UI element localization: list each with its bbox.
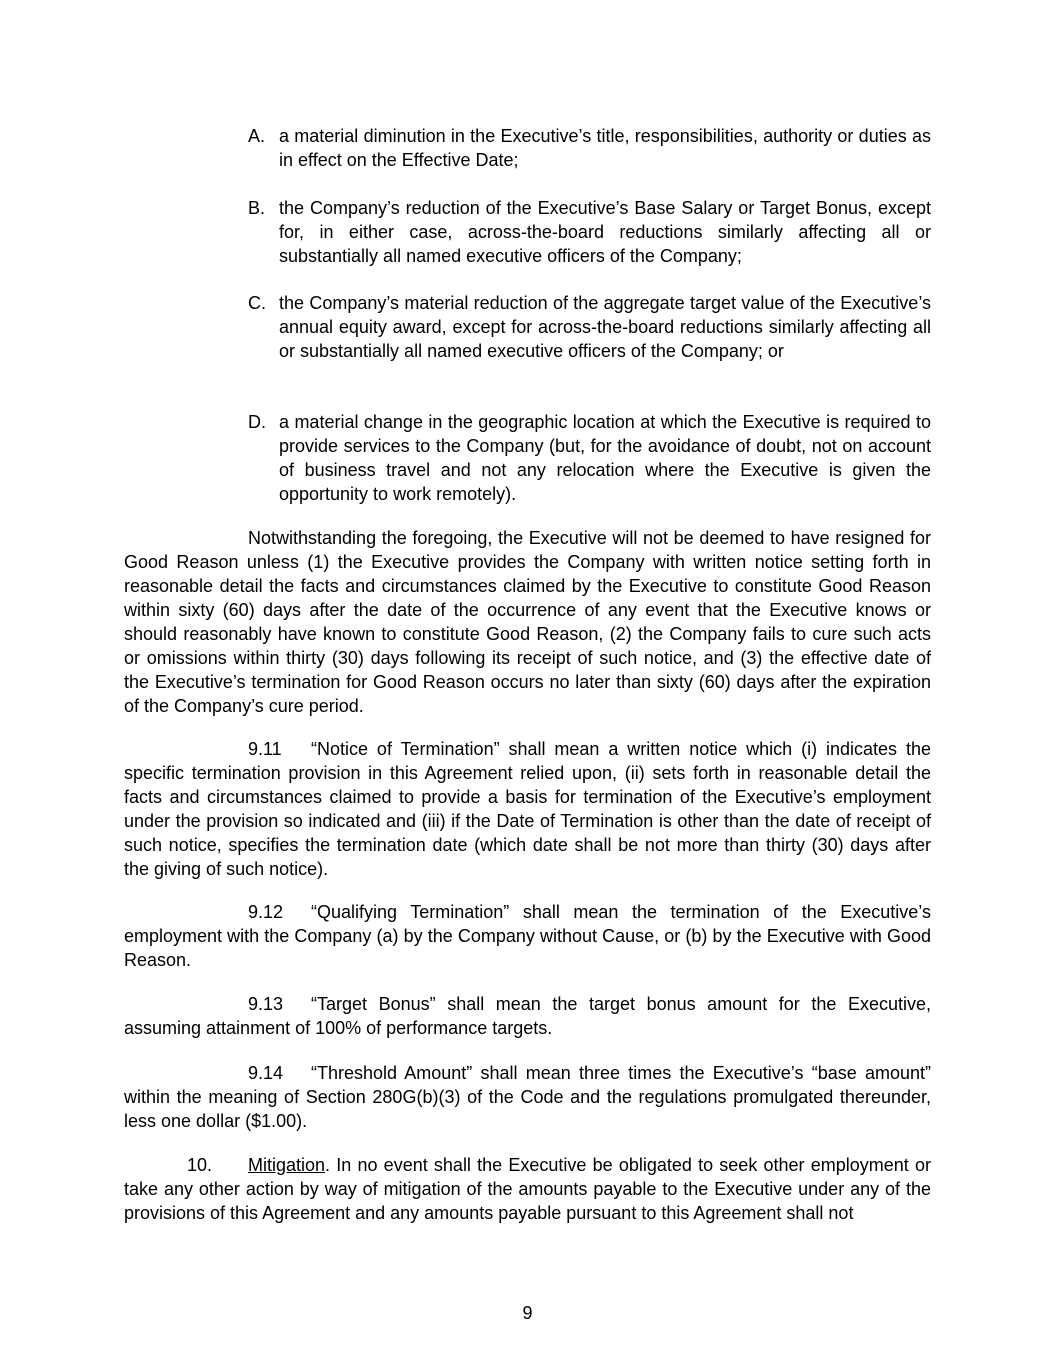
- section-number: 9.11: [248, 739, 282, 759]
- section-9-12: [124, 900, 931, 972]
- section-9-11: [124, 737, 931, 881]
- list-item-text: a material diminution in the Executive’s title, responsibilities, authority or duties as in effect on the Effective Date;: [279, 126, 931, 170]
- section-number: 9.12: [248, 902, 284, 922]
- list-marker: C.: [248, 293, 266, 313]
- list-item-b: [248, 196, 931, 268]
- section-number: 9.13: [248, 994, 284, 1014]
- list-item-d: [248, 410, 931, 506]
- list-item-text: the Company’s material reduction of the aggregate target value of the Executive’s annual equity award, except for across-the-board reductions similarly affecting all or substantially all named executive officers of the Company; or: [279, 293, 931, 361]
- page-number: 9: [522, 1303, 533, 1323]
- section-text: “Notice of Termination” shall mean a written notice which (i) indicates the specific termination provision in this Agreement relied upon, (ii) sets forth in reasonable detail the facts and circumstances claimed to provide a basis for termination of the Executive’s employment under the provision so indicated and (iii) if the Date of Termination is other than the date of receipt of such notice, specifies the termination date (which date shall be not more than thirty (30) days after the giving of such notice).: [124, 739, 931, 879]
- section-number: 9.14: [248, 1063, 284, 1083]
- section-number: 10.: [187, 1155, 213, 1175]
- section-text: “Target Bonus” shall mean the target bonus amount for the Executive, assuming attainment of 100% of performance targets.: [124, 994, 931, 1038]
- list-item-text: the Company’s reduction of the Executive’s Base Salary or Target Bonus, except for, in either case, across-the-board reductions similarly affecting all or substantially all named executive officers of the Company;: [279, 198, 931, 266]
- section-text: . In no event shall the Executive be obligated to seek other employment or take any other action by way of mitigation of the amounts payable to the Executive under any of the provisions of this Agreement and any amounts payable pursuant to this Agreement shall not: [124, 1155, 931, 1223]
- list-item-text: a material change in the geographic location at which the Executive is required to provide services to the Company (but, for the avoidance of doubt, not on account of business travel and not any relocation where the Executive is given the opportunity to work remotely).: [279, 412, 931, 504]
- list-item-c: [248, 291, 931, 363]
- section-heading: Mitigation: [248, 1155, 326, 1175]
- section-text: “Threshold Amount” shall mean three times the Executive’s “base amount” within the meaning of Section 280G(b)(3) of the Code and the regulations promulgated thereunder, less one dollar ($1.00).: [124, 1063, 931, 1131]
- list-marker: D.: [248, 412, 266, 432]
- section-9-13: [124, 992, 931, 1040]
- section-text: “Qualifying Termination” shall mean the termination of the Executive’s employment with the Company (a) by the Company without Cause, or (b) by the Executive with Good Reason.: [124, 902, 931, 970]
- section-10-mitigation: [124, 1153, 931, 1225]
- list-marker: B.: [248, 198, 266, 218]
- list-item-a: [248, 124, 931, 172]
- section-9-14: [124, 1061, 931, 1133]
- notwithstanding-paragraph: Notwithstanding the foregoing, the Executive will not be deemed to have resigned for Good Reason unless (1) the Executive provides the Company with written notice setting forth in reasonable detail the facts and circumstances claimed by the Executive to constitute Good Reason within sixty (60) days after the date of the occurrence of any event that the Executive knows or should reasonably have known to constitute Good Reason, (2) the Company fails to cure such acts or omissions within thirty (30) days following its receipt of such notice, and (3) the effective date of the Executive’s termination for Good Reason occurs no later than sixty (60) days after the expiration of the Company’s cure period.: [124, 528, 931, 716]
- list-marker: A.: [248, 126, 266, 146]
